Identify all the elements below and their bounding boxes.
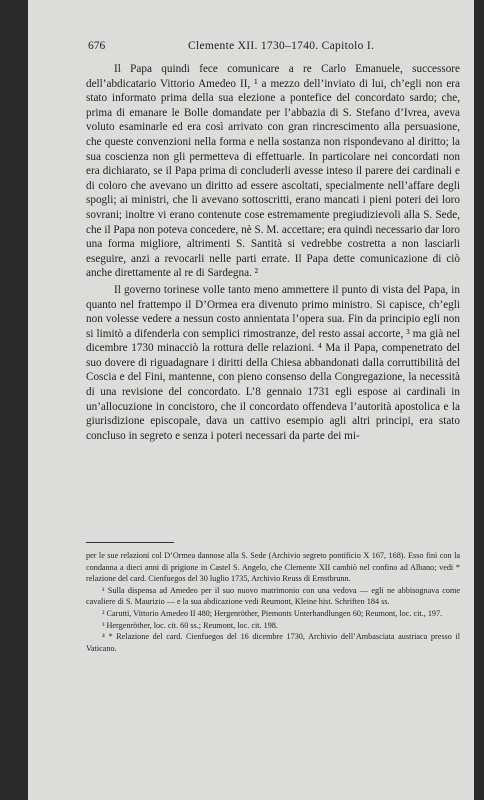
main-text <box>86 62 460 443</box>
page-header <box>88 40 460 56</box>
footnote-4: ⁴ * Relazione del card. Cienfuegos del 16 dicembre 1730, Archivio dell’Ambasciata austriaca presso il Vaticano. <box>86 632 460 653</box>
book-page <box>28 0 474 800</box>
footnote-continuation: per le sue relazioni col D’Ormea dannose alla S. Sede (Archivio segreto pontificio X 167, 168). Esso finì con la condanna a dieci anni di prigione in Castel S. Angelo, che Clemente XII cambiò nel confino ad Albano; vedi * relazione del card. Cienfuegos del 30 luglio 1735, Archivio Reuss di Ernstbrunn. <box>86 551 460 584</box>
paragraph: Il Papa quindi fece comunicare a re Carlo Emanuele, successore dell’abdicatario Vittorio Amedeo II, ¹ a mezzo dell’inviato di lui, ch’egli non era stato informato prima della sua elezione a pontefice del concordato sardo; che, prima di emanare le Bolle domandate per l’abbazia di S. Stefano d’Ivrea, aveva voluto esaminarle ed era così arrivato con gran rincrescimento alla persuasione, che queste convenzioni nella forma e nella sostanza non rispondevano al diritto; la sua coscienza non gli permetteva di effettuarle. In particolare nei concordati non era dichiarato, se il Papa prima di concluderli avesse inteso il parere dei cardinali e di coloro che avevano un diritto ad essere ascoltati, specialmente nell’affare degli spogli; ai ministri, che li avevano sottoscritti, erano mancati i pieni poteri dei loro sovrani; inoltre vi erano contenute cose estremamente pregiudizievoli alla S. Sede, che il Papa non poteva concedere, nè S. M. accettare; era quindi necessario dar loro una forma migliore, altrimenti S. Santità si vedrebbe costretta a non lasciarli eseguire, anzi a revocarli nelle parti errate. Il Papa dette comunicazione di ciò anche direttamente al re di Sardegna. ² <box>86 63 460 280</box>
page-number: 676 <box>88 40 106 52</box>
footnote-2: ² Carutti, Vittorio Amedeo II 480; Hergenröther, Piemonts Unterhandlungen 60; Reumont, loc. cit., 197. <box>102 608 443 618</box>
footnote-3: ³ Hergenröther, loc. cit. 60 ss.; Reumont, loc. cit. 198. <box>102 620 278 630</box>
footnote-divider <box>86 542 174 543</box>
footnotes <box>86 550 460 654</box>
footnote-1: ¹ Sulla dispensa ad Amedeo per il suo nuovo matrimonio con una vedova — egli ne abbisognava come cavaliere di S. Maurizio — e la sua abdicazione vedi Reumont, Kleine hist. Schriften 184 ss. <box>86 585 460 607</box>
running-head: Clemente XII. 1730–1740. Capitolo I. <box>188 40 375 52</box>
paragraph: Il governo torinese volle tanto meno ammettere il punto di vista del Papa, in quanto nel frattempo il D’Ormea era divenuto primo ministro. Si capisce, ch’egli non volesse vedere a nessun costo annientata l’opera sua. Fin da principio egli non si limitò a difenderla con semplici rimostranze, del resto assai accorte, ³ ma già nel dicembre 1730 minacciò la rottura delle relazioni. ⁴ Ma il Papa, compenetrato del suo dovere di riguadagnare i diritti della Chiesa abbandonati dalla corruttibilità del Coscia e del Fini, mantenne, con pieno consenso della Congregazione, la necessità di una revisione del concordato. L’8 gennaio 1731 egli espose ai cardinali in un’allocuzione in concistoro, che il concordato offendeva l’autorità apostolica e la giurisdizione episcopale, dava un cattivo esempio agli altri principi, era stato concluso in segreto e senza i poteri necessari da parte dei mi- <box>86 283 460 442</box>
